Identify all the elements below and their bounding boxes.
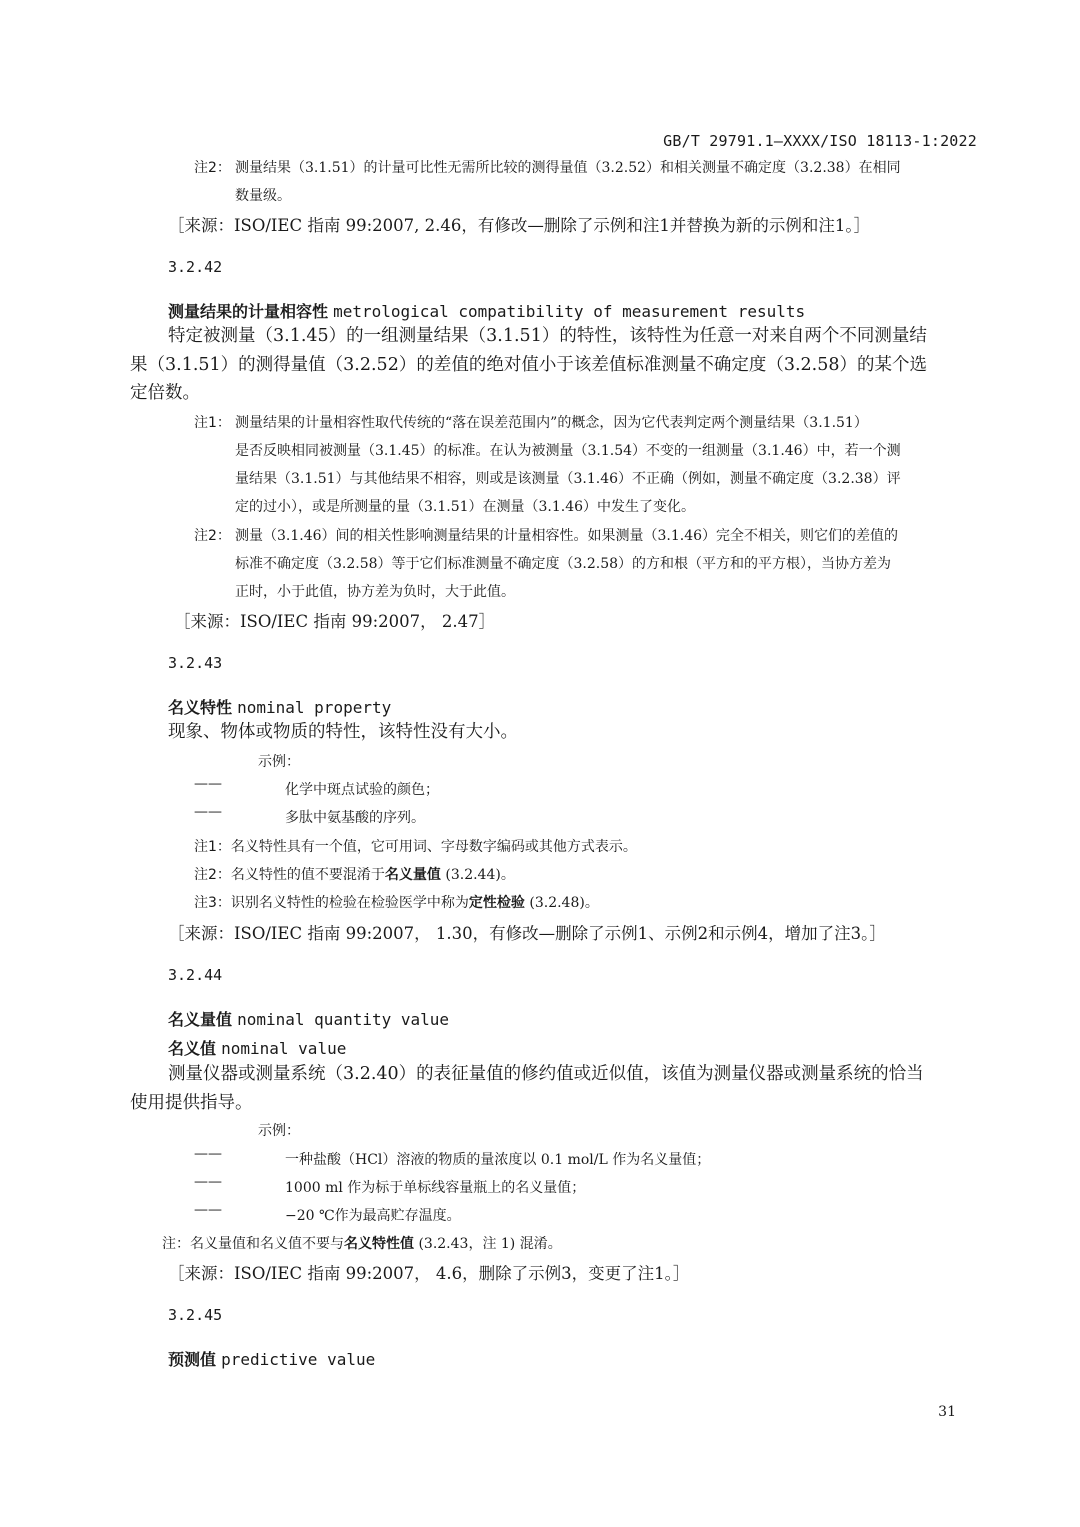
note-2: 注2：名义特性的值不要混淆于名义量值 (3.2.44)。 <box>194 867 515 883</box>
term-heading <box>168 1007 449 1030</box>
note-2-line: 正时，小于此值，协方差为负时，大于此值。 <box>235 584 515 600</box>
term-heading <box>168 695 391 718</box>
example-item: 1000 ml 作为标于单标线容量瓶上的名义量值； <box>285 1180 586 1196</box>
cross-reference: 定性检验 <box>468 895 525 911</box>
note-3: 注3：识别名义特性的检验在检验医学中称为定性检验 (3.2.48)。 <box>194 895 599 911</box>
term-en: metrological compatibility of measurement results <box>333 302 806 321</box>
source-citation: ［来源：ISO/IEC 指南 99:2007, 2.46，有修改—删除了示例和注1并替换为新的示例和注1。］ <box>168 216 871 235</box>
clause-number: 3.2.42 <box>168 258 223 276</box>
page-number: 31 <box>938 1404 956 1420</box>
example-item: 多肽中氨基酸的序列。 <box>285 810 425 826</box>
example-label: 示例： <box>258 1123 300 1139</box>
clause-number: 3.2.44 <box>168 966 223 984</box>
note-1: 注1：名义特性具有一个值，它可用词、字母数字编码或其他方式表示。 <box>194 839 637 855</box>
note-2-line: 标准不确定度（3.2.58）等于它们标准测量不确定度（3.2.58）的方和根（平方和的平方根），当协方差为 <box>235 556 892 572</box>
list-dash: —— <box>194 1146 222 1162</box>
source-citation: ［来源：ISO/IEC 指南 99:2007， 1.30，有修改—删除了示例1、示例2和示例4，增加了注3。］ <box>168 924 886 943</box>
clause-number: 3.2.43 <box>168 654 223 672</box>
definition-line: 测量仪器或测量系统（3.2.40）的表征量值的修约值或近似值，该值为测量仪器或测量系统的恰当 <box>168 1064 924 1084</box>
term-heading-admitted <box>168 1036 346 1059</box>
definition-line: 现象、物体或物质的特性，该特性没有大小。 <box>168 722 518 742</box>
term-zh: 预测值 <box>168 1350 217 1369</box>
example-item: −20 ℃作为最高贮存温度。 <box>285 1208 461 1224</box>
definition-line: 特定被测量（3.1.45）的一组测量结果（3.1.51）的特性，该特性为任意一对来自两个不同测量结 <box>168 326 927 346</box>
note-1-line: 测量结果的计量相容性取代传统的“落在误差范围内”的概念，因为它代表判定两个测量结果（3.1.51） <box>235 415 868 431</box>
note-2-text: 测量结果（3.1.51）的计量可比性无需所比较的测得量值（3.2.52）和相关测量不确定度（3.2.38）在相同 <box>235 160 901 176</box>
source-citation: ［来源：ISO/IEC 指南 99:2007， 4.6，删除了示例3，变更了注1。］ <box>168 1264 690 1283</box>
list-dash: —— <box>194 804 222 820</box>
note: 注：名义量值和名义值不要与名义特性值 (3.2.43，注 1) 混淆。 <box>162 1236 562 1252</box>
term-en: predictive value <box>221 1350 376 1369</box>
note-1-line: 定的过小），或是所测量的量（3.1.51）在测量（3.1.46）中发生了变化。 <box>235 499 696 515</box>
note-2-text-cont: 数量级。 <box>235 188 291 204</box>
term-zh: 名义特性 <box>168 698 233 717</box>
note-2-line: 测量（3.1.46）间的相关性影响测量结果的计量相容性。如果测量（3.1.46）完全不相关，则它们的差值的 <box>235 528 899 544</box>
term-heading <box>168 1347 375 1370</box>
cross-reference: 名义特性值 <box>344 1236 414 1252</box>
example-item: 化学中斑点试验的颜色； <box>285 782 439 798</box>
list-dash: —— <box>194 1202 222 1218</box>
term-zh: 测量结果的计量相容性 <box>168 302 329 321</box>
note-2-label: 注2： <box>194 528 231 544</box>
list-dash: —— <box>194 1174 222 1190</box>
note-1-line: 量结果（3.1.51）与其他结果不相容，则或是该测量（3.1.46）不正确（例如，测量不确定度（3.2.38）评 <box>235 471 901 487</box>
source-citation: ［来源：ISO/IEC 指南 99:2007， 2.47］ <box>174 612 496 631</box>
note-2-label: 注2： <box>194 160 231 176</box>
example-item: 一种盐酸（HCl）溶液的物质的量浓度以 0.1 mol/L 作为名义量值； <box>285 1152 711 1168</box>
note-1-line: 是否反映相同被测量（3.1.45）的标准。在认为被测量（3.1.54）不变的一组测量（3.1.46）中，若一个测 <box>235 443 901 459</box>
term-en: nominal property <box>237 698 392 717</box>
definition-line: 果（3.1.51）的测得量值（3.2.52）的差值的绝对值小于该差值标准测量不确定度（3.2.58）的某个选 <box>130 355 927 375</box>
term-zh: 名义量值 <box>168 1010 233 1029</box>
example-label: 示例： <box>258 754 300 770</box>
definition-line: 定倍数。 <box>130 383 200 403</box>
cross-reference: 名义量值 <box>384 867 441 883</box>
term-en: nominal value <box>221 1039 347 1058</box>
list-dash: —— <box>194 776 222 792</box>
term-heading <box>168 299 805 322</box>
note-1-label: 注1： <box>194 415 231 431</box>
term-en: nominal quantity value <box>237 1010 450 1029</box>
clause-number: 3.2.45 <box>168 1306 223 1324</box>
term-zh: 名义值 <box>168 1039 217 1058</box>
definition-line: 使用提供指导。 <box>130 1093 253 1113</box>
standard-id-header: GB/T 29791.1—XXXX/ISO 18113-1:2022 <box>663 132 977 150</box>
